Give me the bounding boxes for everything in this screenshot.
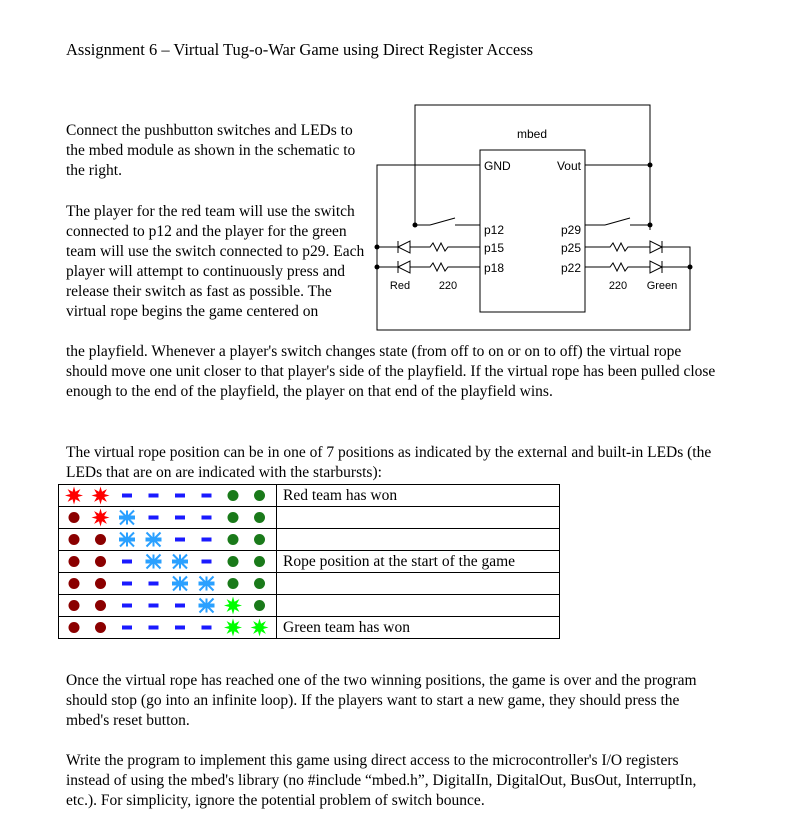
led-strip bbox=[59, 595, 276, 616]
green-led-off bbox=[254, 490, 265, 501]
blue-led-on bbox=[199, 599, 215, 613]
blue-led-off bbox=[202, 494, 212, 498]
led-on-starburst bbox=[224, 619, 242, 637]
blue-led-off bbox=[175, 626, 185, 630]
green-led-off bbox=[254, 600, 265, 611]
blue-led-on bbox=[199, 577, 215, 591]
led-cell bbox=[59, 595, 277, 617]
row-description bbox=[277, 595, 560, 617]
blue-led-off bbox=[202, 626, 212, 630]
table-row bbox=[59, 617, 560, 639]
blue-led-off bbox=[122, 560, 132, 564]
positions-paragraph: The virtual rope position can be in one of 7 positions as indicated by the external and built-in LEDs (the LEDs that are on are indicated with the starbursts): bbox=[66, 444, 712, 481]
led-on-starburst bbox=[251, 619, 269, 637]
green-led-off bbox=[228, 578, 239, 589]
blue-led-off bbox=[175, 494, 185, 498]
led-strip bbox=[59, 529, 276, 550]
led-strip bbox=[59, 485, 276, 506]
pin-p25-label: p25 bbox=[560, 241, 581, 255]
game-over-paragraph: Once the virtual rope has reached one of the two winning positions, the game is over and the program should stop (go into an infinite loop). If the players want to start a new game, they should press the mbed's reset button. bbox=[66, 672, 697, 729]
table-row bbox=[59, 573, 560, 595]
red-led-off bbox=[95, 600, 106, 611]
page-title: Assignment 6 – Virtual Tug-o-War Game using Direct Register Access bbox=[66, 40, 534, 59]
blue-led-off bbox=[149, 516, 159, 520]
red-led-off bbox=[69, 534, 80, 545]
row-description bbox=[277, 529, 560, 551]
blue-led-on bbox=[172, 577, 188, 591]
red-led-off bbox=[95, 578, 106, 589]
led-strip bbox=[59, 617, 276, 638]
pin-p12-label: p12 bbox=[484, 223, 505, 237]
red-led-off bbox=[69, 600, 80, 611]
green-led-off bbox=[254, 534, 265, 545]
row-description: Rope position at the start of the game bbox=[277, 551, 560, 573]
table-row bbox=[59, 507, 560, 529]
red-led-off bbox=[95, 534, 106, 545]
led-strip bbox=[59, 507, 276, 528]
led-on-starburst bbox=[65, 487, 83, 505]
green-led-off bbox=[228, 534, 239, 545]
table-row bbox=[59, 529, 560, 551]
blue-led-off bbox=[175, 604, 185, 608]
row-description: Green team has won bbox=[277, 617, 560, 639]
pin-p18-label: p18 bbox=[484, 261, 505, 275]
green-led-off bbox=[254, 512, 265, 523]
led-cell bbox=[59, 485, 277, 507]
gnd-label: GND bbox=[484, 159, 511, 173]
led-on-starburst bbox=[92, 487, 110, 505]
table-row bbox=[59, 595, 560, 617]
blue-led-on bbox=[119, 511, 135, 525]
blue-led-off bbox=[149, 582, 159, 586]
red-led-label: Red bbox=[389, 280, 411, 292]
table-row bbox=[59, 485, 560, 507]
schematic-diagram bbox=[360, 95, 700, 340]
blue-led-off bbox=[175, 516, 185, 520]
mbed-label: mbed bbox=[516, 127, 548, 141]
blue-led-off bbox=[202, 560, 212, 564]
row-description bbox=[277, 507, 560, 529]
led-on-starburst bbox=[224, 597, 242, 615]
blue-led-off bbox=[122, 582, 132, 586]
led-on-starburst bbox=[92, 509, 110, 527]
blue-led-off bbox=[149, 494, 159, 498]
row-description bbox=[277, 573, 560, 595]
blue-led-off bbox=[202, 516, 212, 520]
led-cell bbox=[59, 617, 277, 639]
green-led-label: Green bbox=[646, 280, 678, 292]
green-led-off bbox=[254, 556, 265, 567]
blue-led-on bbox=[146, 533, 162, 547]
pin-p29-label: p29 bbox=[560, 223, 581, 237]
blue-led-on bbox=[172, 555, 188, 569]
green-led-off bbox=[228, 490, 239, 501]
blue-led-off bbox=[202, 538, 212, 542]
red-led-off bbox=[69, 556, 80, 567]
red-led-off bbox=[69, 512, 80, 523]
led-cell bbox=[59, 573, 277, 595]
led-cell bbox=[59, 529, 277, 551]
led-cell bbox=[59, 551, 277, 573]
green-led-off bbox=[254, 578, 265, 589]
red-led-off bbox=[69, 622, 80, 633]
left-resistor-label: 220 bbox=[438, 280, 458, 292]
blue-led-off bbox=[149, 626, 159, 630]
blue-led-off bbox=[122, 494, 132, 498]
blue-led-on bbox=[146, 555, 162, 569]
blue-led-off bbox=[149, 604, 159, 608]
red-led-off bbox=[95, 556, 106, 567]
vout-label: Vout bbox=[556, 159, 581, 173]
green-led-off bbox=[228, 512, 239, 523]
rules-paragraph-part1: The player for the red team will use the switch connected to p12 and the player for the green team will use the switch connected to p29. Each player will attempt to continuously press and release their switch as fast as possible. The virtual rope begins the game centered on bbox=[66, 203, 365, 320]
rope-position-table bbox=[58, 484, 560, 639]
intro-paragraph: Connect the pushbutton switches and LEDs to the mbed module as shown in the schematic to the right. bbox=[66, 122, 356, 179]
led-strip bbox=[59, 551, 276, 572]
table-row bbox=[59, 551, 560, 573]
red-led-off bbox=[95, 622, 106, 633]
rules-paragraph-part2: the playfield. Whenever a player's switch changes state (from off to on or on to off) the virtual rope should move one unit closer to that player's side of the playfield. If the virtual rope has been pulled close enough to the end of the playfield, the player on that end of the playfield wins. bbox=[66, 343, 716, 400]
blue-led-off bbox=[122, 604, 132, 608]
led-strip bbox=[59, 573, 276, 594]
right-resistor-label: 220 bbox=[608, 280, 628, 292]
blue-led-off bbox=[122, 626, 132, 630]
blue-led-on bbox=[119, 533, 135, 547]
pin-p15-label: p15 bbox=[484, 241, 505, 255]
pin-p22-label: p22 bbox=[560, 261, 581, 275]
blue-led-off bbox=[175, 538, 185, 542]
led-cell bbox=[59, 507, 277, 529]
red-led-off bbox=[69, 578, 80, 589]
row-description: Red team has won bbox=[277, 485, 560, 507]
program-paragraph: Write the program to implement this game using direct access to the microcontroller's I/O registers instead of using the mbed's library (no #include “mbed.h”, DigitalIn, DigitalOut, BusOut, InterruptIn, etc.). For simplicity, ignore the potential problem of switch bounce. bbox=[66, 752, 697, 809]
green-led-off bbox=[228, 556, 239, 567]
